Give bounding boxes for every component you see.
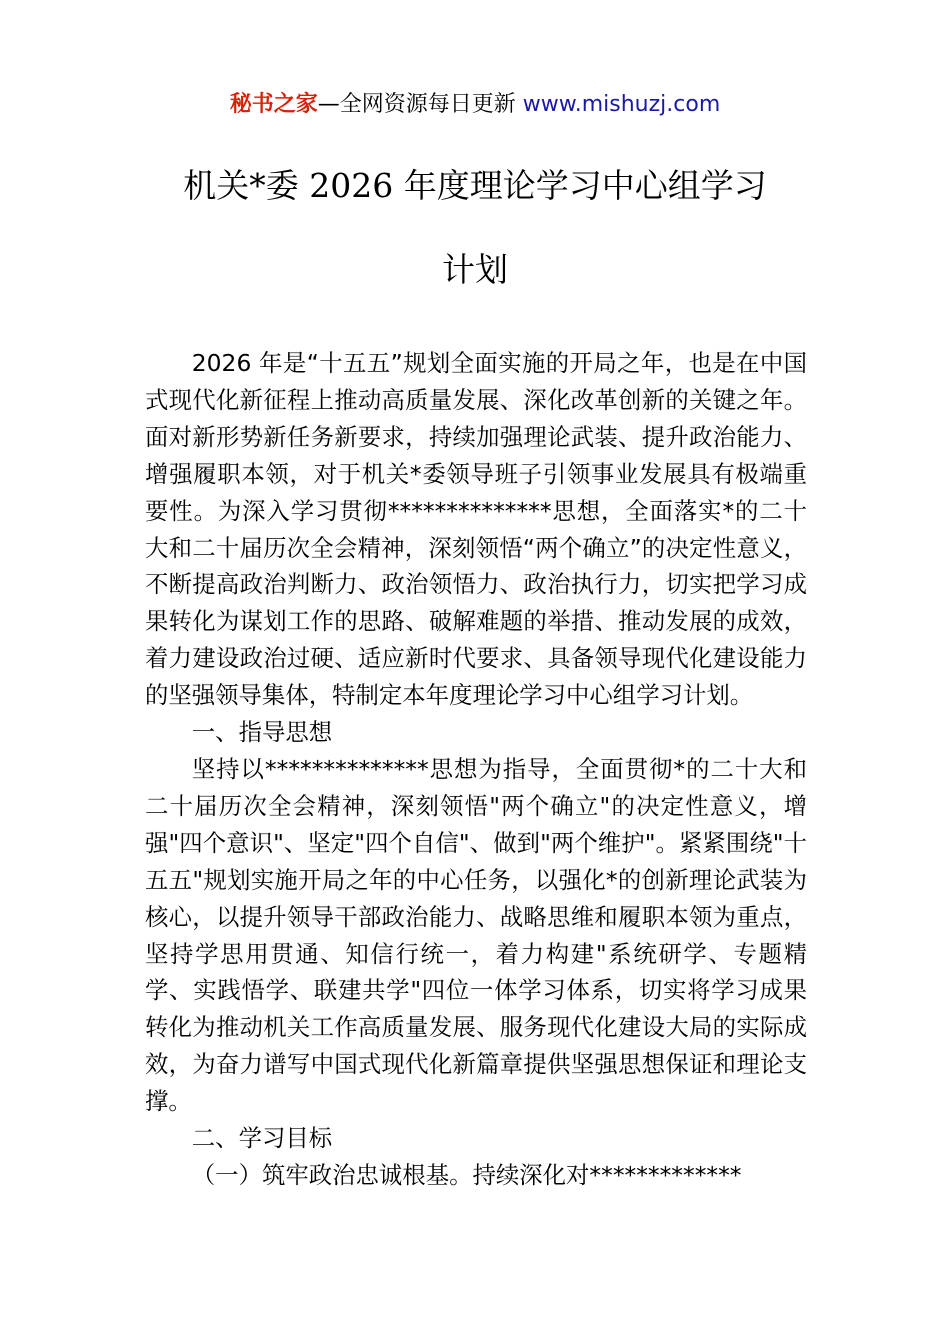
site-url-link[interactable]: www.mishuzj.com <box>522 92 721 117</box>
brand-name: 秘书之家 <box>229 92 318 117</box>
document-body <box>145 345 807 1194</box>
section-heading-learning-goals: 二、学习目标 <box>191 1124 333 1153</box>
site-header <box>0 88 950 122</box>
site-slogan: —全网资源每日更新 <box>317 92 523 117</box>
title-line-1: 机关*委 2026 年度理论学习中心组学习 <box>183 166 767 205</box>
document-title <box>60 162 890 294</box>
section-heading-guiding-thought: 一、指导思想 <box>191 718 333 747</box>
intro-paragraph: 2026 年是“十五五”规划全面实施的开局之年，也是在中国式现代化新征程上推动高质量发展、深化改革创新的关键之年。面对新形势新任务新要求，持续加强理论武装、提升政治能力、增强履职本领，对于机关*委领导班子引领事业发展具有极端重要性。为深入学习贯彻**************思想，全面落实*的二十大和二十届历次全会精神，深刻领悟“两个确立”的决定性意义，不断提高政治判断力、政治领悟力、政治执行力，切实把学习成果转化为谋划工作的思路、破解难题的举措、推动发展的成效，着力建设政治过硬、适应新时代要求、具备领导现代化建设能力的坚强领导集体，特制定本年度理论学习中心组学习计划。 <box>145 349 807 710</box>
title-line-2: 计划 <box>442 250 508 289</box>
learning-goal-item-1: （一）筑牢政治忠诚根基。持续深化对************* <box>191 1160 742 1189</box>
guiding-thought-paragraph: 坚持以**************思想为指导，全面贯彻*的二十大和二十届历次全会精神，深刻领悟"两个确立"的决定性意义，增强"四个意识"、坚定"四个自信"、做到"两个维护"。紧紧围绕"十五五"规划实施开局之年的中心任务，以强化*的创新理论武装为核心，以提升领导干部政治能力、战略思维和履职本领为重点，坚持学思用贯通、知信行统一，着力构建"系统研学、专题精学、实践悟学、联建共学"四位一体学习体系，切实将学习成果转化为推动机关工作高质量发展、服务现代化建设大局的实际成效，为奋力谱写中国式现代化新篇章提供坚强思想保证和理论支撑。 <box>145 754 807 1116</box>
